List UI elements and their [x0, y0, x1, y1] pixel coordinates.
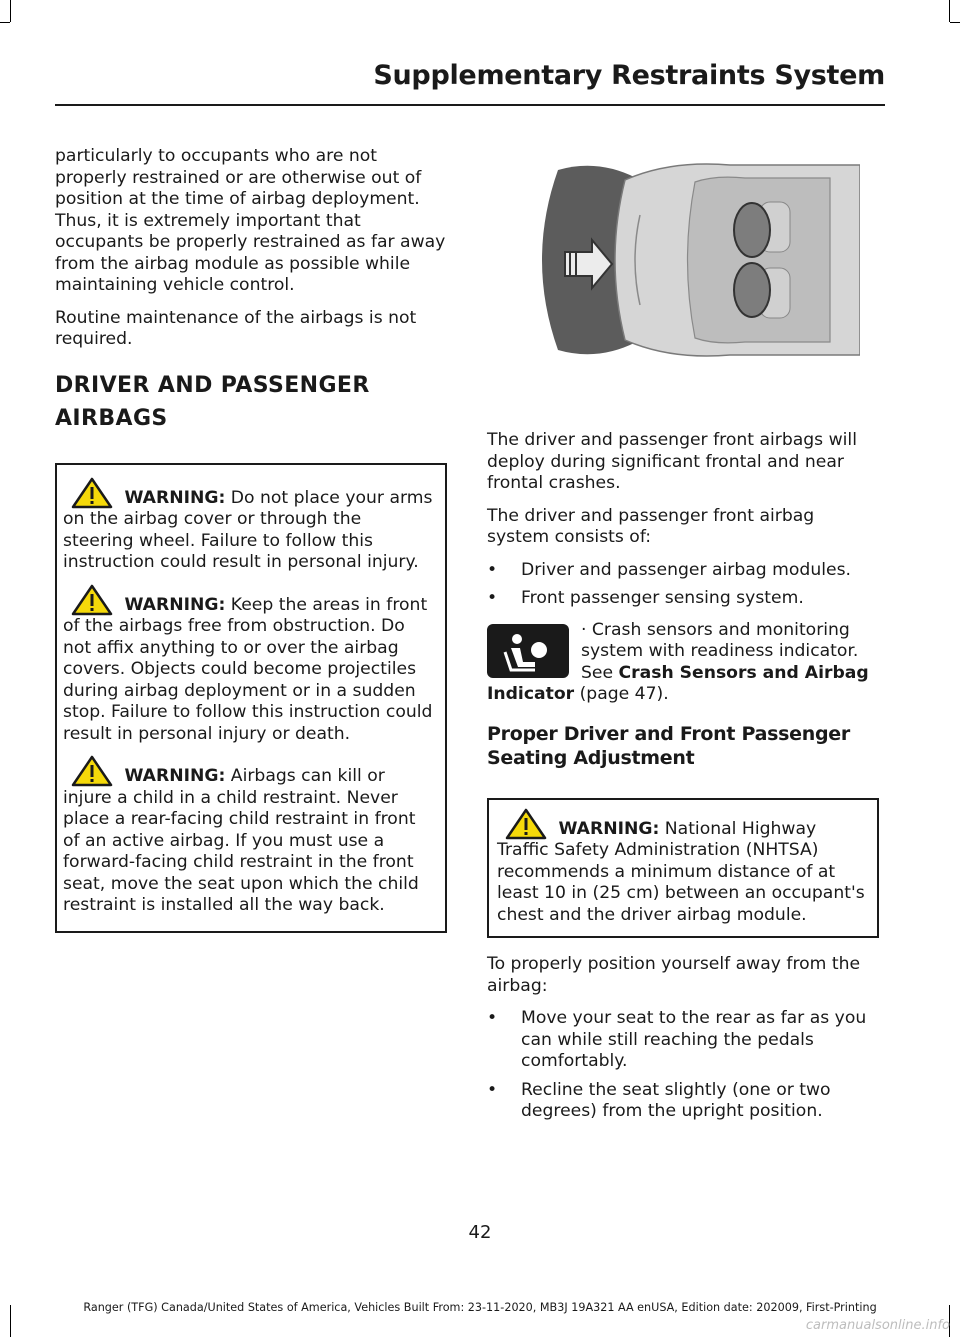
deploy-paragraph: The driver and passenger front airbags will deploy during significant frontal and near frontal crashes. — [487, 430, 857, 493]
position-paragraph: To properly position yourself away from the airbag: — [487, 954, 861, 996]
right-column — [487, 430, 879, 1133]
subheading: Proper Driver and Front Passenger Seating Adjustment — [487, 722, 850, 769]
warning-label: WARNING: — [124, 766, 226, 786]
warning-item — [63, 584, 437, 746]
section-heading-line1: DRIVER AND PASSENGER — [55, 372, 370, 398]
sensor-paragraph — [487, 620, 879, 706]
warning-box — [487, 798, 879, 939]
list-item-text: Driver and passenger airbag modules. — [521, 559, 852, 580]
list-item-text: Front passenger sensing system. — [521, 588, 804, 608]
bullet: • — [487, 1008, 498, 1028]
warning-triangle-icon — [503, 808, 553, 840]
position-list — [487, 1008, 879, 1123]
list-item — [487, 1008, 879, 1073]
list-item — [487, 560, 879, 582]
bullet: • — [487, 559, 498, 580]
sensor-text: · Crash sensors and monitoring system with readiness indicator. See — [581, 619, 859, 683]
header-rule — [55, 104, 885, 106]
footer-edition-line: Ranger (TFG) Canada/United States of America, Vehicles Built From: 23-11-2020, MB3J 19A321 AA enUSA, Edition date: 202009, First-Printing — [83, 1301, 877, 1314]
warning-item — [63, 755, 437, 917]
warning-triangle-icon — [69, 477, 119, 509]
list-item — [487, 588, 879, 610]
left-column — [55, 146, 447, 933]
warning-text: National Highway Traffic Safety Administration (NHTSA) recommends a minimum distance of at least 10 in (25 cm) between an occupant's chest and the driver airbag module. — [497, 818, 865, 925]
system-paragraph: The driver and passenger front airbag system consists of: — [487, 505, 815, 547]
warning-text: Do not place your arms on the airbag cover or through the steering wheel. Failure to follow this instruction could result in personal injury. — [63, 487, 433, 572]
bullet: • — [487, 1079, 498, 1100]
warning-triangle-icon — [69, 584, 119, 616]
system-list — [487, 560, 879, 610]
crash-sensors-link[interactable]: Crash Sensors and Airbag Indicator — [487, 662, 869, 704]
warning-item — [63, 477, 437, 574]
warning-label: WARNING: — [124, 487, 226, 508]
warning-item — [497, 808, 867, 927]
airbag-warning-lamp-icon — [487, 624, 569, 678]
crop-mark — [10, 0, 11, 22]
maintenance-paragraph: Routine maintenance of the airbags is not required. — [55, 307, 417, 349]
list-item-text: Move your seat to the rear as far as you can while still reaching the pedals comfortably. — [521, 1008, 867, 1071]
page-title: Supplementary Restraints System — [373, 60, 885, 91]
crop-mark — [0, 22, 10, 23]
warning-text: Keep the areas in front of the airbags free from obstruction. Do not affix anything to or over the airbag covers. Objects could become projectiles during airbag deployment or in a sudden stop. Failure to follow this instruction could result in personal injury or death. — [63, 594, 433, 744]
warning-text: Airbags can kill or injure a child in a child restraint. Never place a rear-facing child restraint in front of an active airbag. If you must use a forward-facing child restraint in the front seat, move the seat upon which the child restraint is installed all the way back. — [63, 766, 419, 915]
watermark: carmanualsonline.info — [805, 1318, 950, 1333]
intro-paragraph: particularly to occupants who are not properly restrained or are otherwise out of position at the time of airbag deployment. Thus, it is extremely important that occupants be properly restrained as far away from the airbag module as possible while maintaining vehicle control. — [55, 146, 446, 295]
crop-mark — [950, 22, 960, 23]
list-item — [487, 1080, 879, 1123]
warning-label: WARNING: — [124, 594, 226, 615]
airbag-deployment-illustration — [530, 160, 860, 360]
sensor-page-ref: (page 47). — [574, 684, 669, 704]
warning-box — [55, 463, 447, 933]
crop-mark — [949, 0, 950, 22]
warning-label: WARNING: — [558, 818, 660, 839]
section-heading — [55, 369, 447, 435]
section-heading-line2: AIRBAGS — [55, 405, 168, 431]
bullet: • — [487, 588, 498, 608]
warning-triangle-icon — [69, 755, 119, 787]
page-number: 42 — [468, 1222, 492, 1243]
list-item-text: Recline the seat slightly (one or two degrees) from the upright position. — [521, 1079, 831, 1121]
